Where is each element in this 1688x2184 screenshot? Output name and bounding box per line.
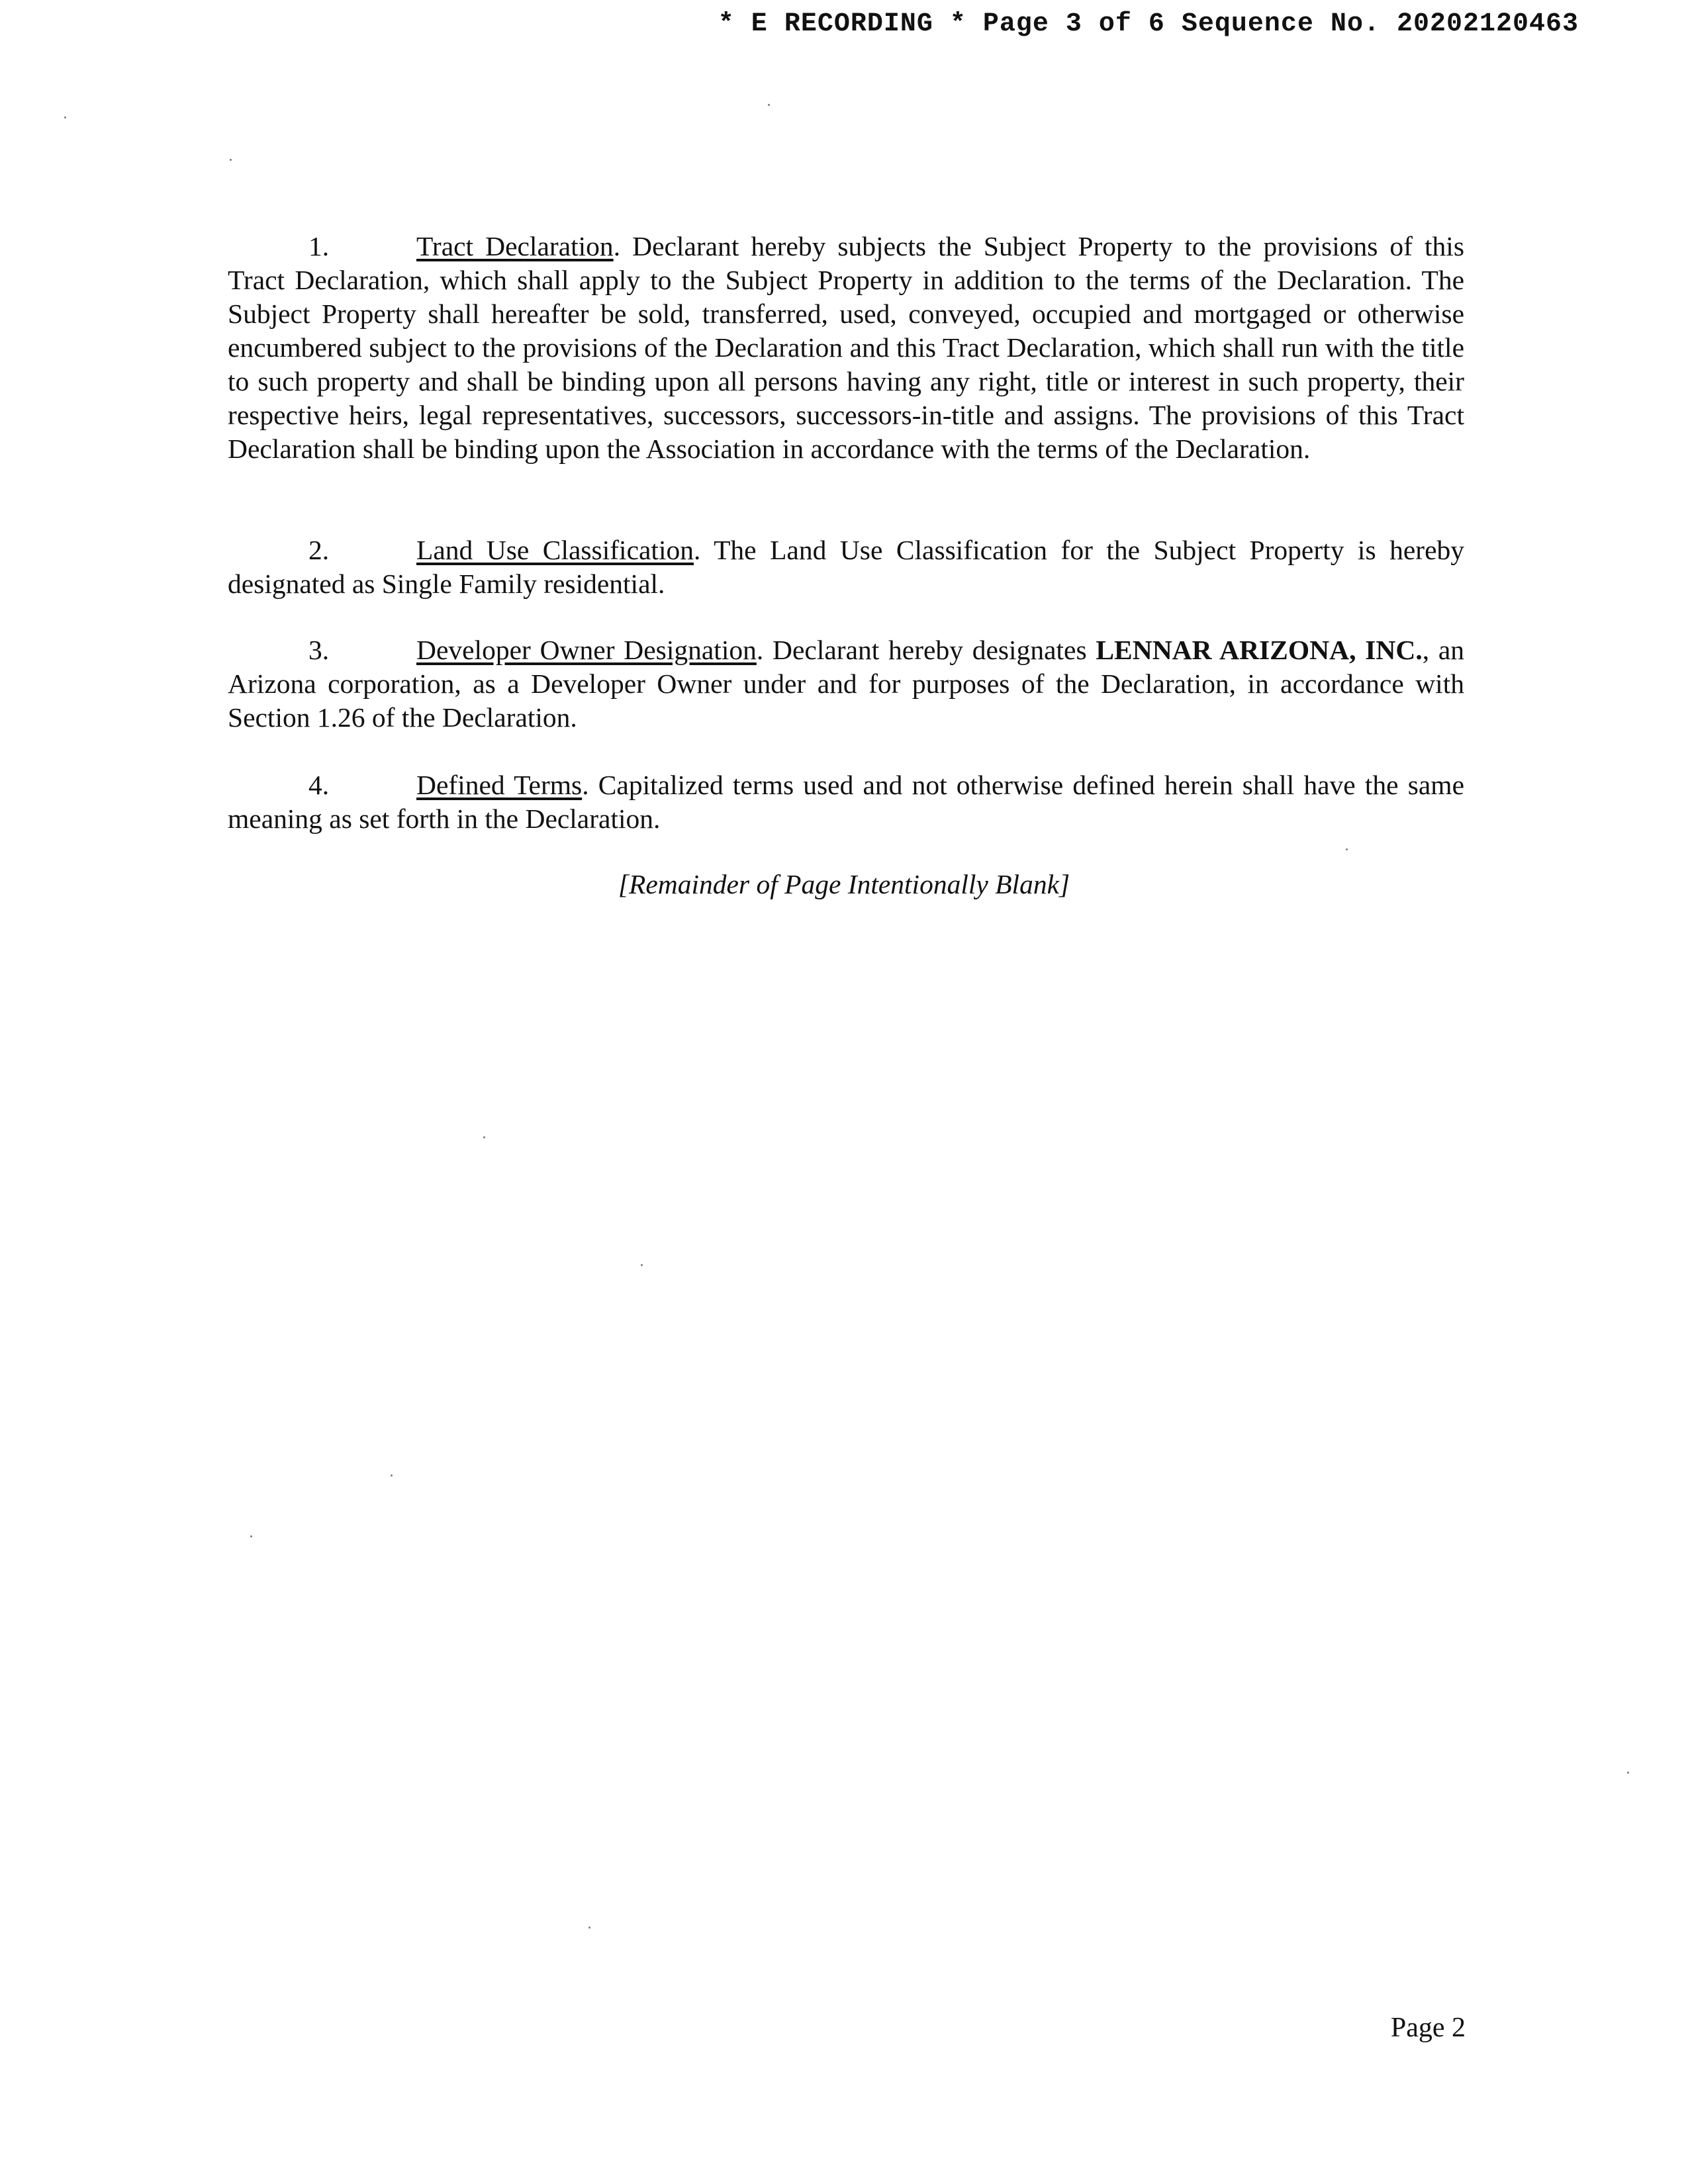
clause-heading: Defined Terms [416, 770, 583, 800]
scan-speck [641, 1264, 643, 1266]
scan-speck [250, 1535, 252, 1537]
clause-number: 2. [308, 535, 330, 565]
clause-text: . The Land Use Classification for the Subject Property is hereby designated as Single Family residential. [228, 535, 1464, 599]
scan-speck [391, 1475, 393, 1477]
scan-speck [230, 159, 232, 161]
clause-heading: Developer Owner Designation [416, 635, 757, 665]
scan-speck [64, 116, 66, 118]
clause-heading: Tract Declaration [416, 231, 614, 261]
scan-speck [1627, 1772, 1629, 1774]
clause-land-use-classification [228, 533, 1464, 601]
remainder-note: [Remainder of Page Intentionally Blank] [618, 869, 1070, 899]
clause-heading: Land Use Classification [416, 535, 694, 565]
clause-text: . Capitalized terms used and not otherwise defined herein shall have the same meaning as set forth in the Declaration. [228, 770, 1464, 834]
page-number: Page 2 [1390, 2013, 1466, 2043]
clause-text: . Declarant hereby designates [756, 635, 1096, 665]
clause-number: 3. [308, 635, 330, 665]
clause-text: , an Arizona corporation, as a Developer Owner under and for purposes of the Declaration, in accordance with Section 1.26 of the Declaration. [228, 635, 1465, 733]
clause-defined-terms [228, 768, 1464, 836]
scan-speck [483, 1136, 485, 1138]
clause-number: 1. [308, 231, 330, 261]
scan-speck [768, 104, 770, 106]
recording-stamp: * E RECORDING * Page 3 of 6 Sequence No. 20202120463 [718, 9, 1579, 39]
scan-speck [588, 1927, 590, 1929]
clause-number: 4. [308, 770, 330, 800]
clause-developer-owner-designation [228, 633, 1464, 735]
scan-speck [1346, 848, 1348, 850]
clause-text: . Declarant hereby subjects the Subject Property to the provisions of this Tract Declaration, which shall apply to the Subject Property in addition to the terms of the Declaration. The Subject Property shall hereafter be sold, transferred, used, conveyed, occupied and mortgaged or otherwise encumbered subject to the provisions of the Declaration and this Tract Declaration, which shall run with the title to such property and shall be binding upon all persons having any right, title or interest in such property, their respective heirs, legal representatives, successors, successors-in-title and assigns. The provisions of this Tract Declaration shall be binding upon the Association in accordance with the terms of the Declaration. [228, 231, 1464, 464]
clause-tract-declaration [228, 230, 1464, 466]
company-name: LENNAR ARIZONA, INC. [1096, 635, 1423, 665]
